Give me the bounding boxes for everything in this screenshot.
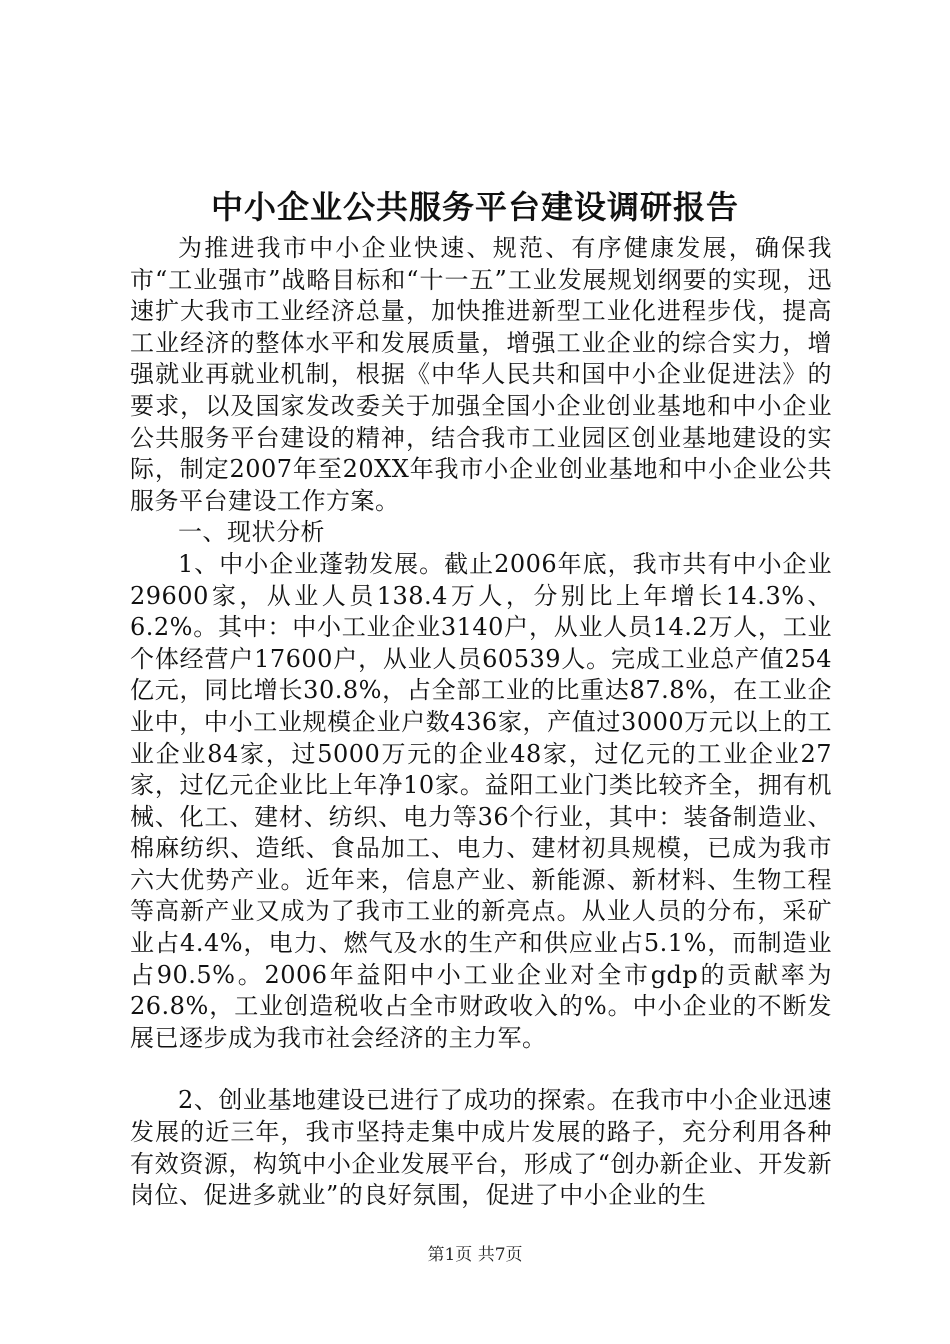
page-footer: 第1页 共7页 (427, 1245, 523, 1265)
document-title: 中小企业公共服务平台建设调研报告 (210, 188, 739, 226)
document-body (130, 233, 832, 1212)
paragraph-point-1: 1、中小企业蓬勃发展。截止2006年底，我市共有中小企业29600家，从业人员138.4万人，分别比上年增长14.3%、6.2%。其中：中小工业企业3140户，从业人员14.2万人，工业个体经营户17600户，从业人员60539人。完成工业总产值254亿元，同比增长30.8%，占全部工业的比重达87.8%，在工业企业中，中小工业规模企业户数436家，产值过3000万元以上的工业企业84家，过5000万元的企业48家，过亿元的工业企业27家，过亿元企业比上年净10家。益阳工业门类比较齐全，拥有机械、化工、建材、纺织、电力等36个行业，其中：装备制造业、棉麻纺织、造纸、食品加工、电力、建材初具规模，已成为我市六大优势产业。近年来，信息产业、新能源、新材料、生物工程等高新产业又成为了我市工业的新亮点。从业人员的分布，采矿业占4.4%，电力、燃气及水的生产和供应业占5.1%，而制造业占90.5%。2006年益阳中小工业企业对全市gdp的贡献率为26.8%，工业创造税收占全市财政收入的%。中小企业的不断发展已逐步成为我市社会经济的主力军。 (130, 549, 832, 1052)
intro-paragraph: 为推进我市中小企业快速、规范、有序健康发展，确保我市“工业强市”战略目标和“十一五”工业发展规划纲要的实现，迅速扩大我市工业经济总量，加快推进新型工业化进程步伐，提高工业经济的整体水平和发展质量，增强工业企业的综合实力，增强就业再就业机制，根据《中华人民共和国中小企业促进法》的要求，以及国家发改委关于加强全国小企业创业基地和中小企业公共服务平台建设的精神，结合我市工业园区创业基地建设的实际，制定2007年至20XX年我市小企业创业基地和中小企业公共服务平台建设工作方案。 (130, 234, 832, 515)
paragraph-point-2: 2、创业基地建设已进行了成功的探索。在我市中小企业迅速发展的近三年，我市坚持走集中成片发展的路子，充分利用各种有效资源，构筑中小企业发展平台，形成了“创办新企业、开发新岗位、促进多就业”的良好氛围，促进了中小企业的生 (130, 1086, 832, 1210)
section-heading: 一、现状分析 (178, 518, 325, 547)
